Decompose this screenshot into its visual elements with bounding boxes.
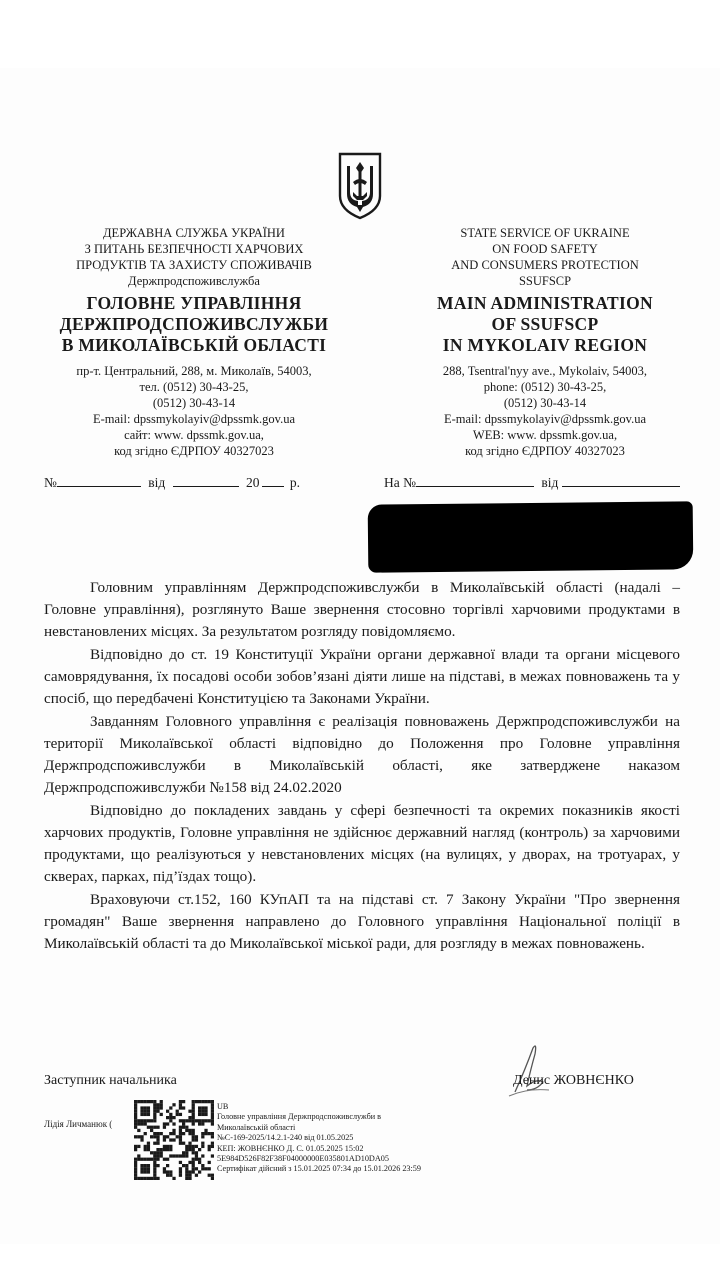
stamp-line-6: 5E984D526F82F38F04000000E035801AD10DA05: [217, 1154, 389, 1164]
outgoing-registration: [44, 474, 300, 491]
org-site: сайт: www. dpssmk.gov.ua,: [124, 428, 264, 442]
org-line-2-en: ON FOOD SAFETY: [492, 242, 598, 256]
org-title-1: ГОЛОВНЕ УПРАВЛІННЯ: [86, 293, 302, 313]
org-phone-2-en: (0512) 30-43-14: [503, 396, 587, 410]
paragraph-5: Враховуючи ст.152, 160 КУпАП та на підставі ст. 7 Закону України "Про звернення громадян" Ваше звернення направлено до Головного управління Національної поліції в Миколаївській області та до Миколаївської міської ради, для розгляду в межах повноважень.: [44, 891, 680, 952]
org-line-3-en: AND CONSUMERS PROTECTION: [451, 258, 639, 272]
year-suffix: р.: [289, 475, 301, 490]
org-phone-2: (0512) 30-43-14: [152, 396, 236, 410]
org-title-3-en: IN MYKOLAIV REGION: [442, 335, 648, 355]
org-line-2: З ПИТАНЬ БЕЗПЕЧНОСТІ ХАРЧОВИХ: [84, 242, 304, 256]
number-blank: [57, 474, 141, 487]
header-english: [395, 225, 695, 459]
number-label: №: [44, 475, 57, 490]
org-title-1-en: MAIN ADMINISTRATION: [437, 293, 653, 313]
ref-date-label: від: [541, 475, 559, 490]
org-line-1: ДЕРЖАВНА СЛУЖБА УКРАЇНИ: [103, 226, 285, 240]
incoming-registration: [384, 474, 680, 491]
org-address-en: 288, Tsentral'nyy ave., Mykolaiv, 54003,: [442, 364, 648, 378]
executor-name: Лідія Личманюк (: [44, 1119, 113, 1129]
org-email: E-mail: dpssmykolayiv@dpssmk.gov.ua: [92, 412, 295, 426]
org-web-en: WEB: www. dpssmk.gov.ua,: [472, 428, 618, 442]
org-line-3: ПРОДУКТІВ ТА ЗАХИСТУ СПОЖИВАЧІВ: [76, 258, 312, 272]
top-margin: [0, 0, 720, 68]
header-ukrainian: [44, 225, 344, 459]
stamp-line-1: UB: [217, 1102, 229, 1111]
ref-date-blank: [562, 474, 680, 487]
stamp-line-4: №С-169-2025/14.2.1-240 від 01.05.2025: [217, 1133, 354, 1143]
org-edrpou-en: код згідно ЄДРПОУ 40327023: [465, 444, 625, 458]
org-short-name: Держпродспоживслужба: [128, 274, 260, 288]
org-phone-1-en: phone: (0512) 30-43-25,: [483, 380, 607, 394]
signer-name: Денис ЖОВНЄНКО: [513, 1073, 634, 1088]
bottom-margin: [0, 1244, 720, 1280]
qr-code-icon: [134, 1100, 214, 1180]
org-title-2-en: OF SSUFSCP: [491, 314, 599, 334]
signer-position: Заступник начальника: [44, 1073, 177, 1088]
e-signature-stamp: [217, 1102, 421, 1175]
date-blank: [173, 474, 239, 487]
year-blank: [262, 474, 284, 487]
stamp-line-5: КЕП: ЖОВНЄНКО Д. С. 01.05.2025 15:02: [217, 1143, 364, 1153]
paragraph-4: Відповідно до покладених завдань у сфері безпечності та окремих показників якості харчових продуктів, Головне управління не здійснює державний нагляд (контроль) за харчовими продуктами, що реалізуються у невстановлених місцях (на вулицях, у дворах, на тротуарах, у скверах, парках, під’їздах тощо).: [44, 802, 680, 885]
org-email-en: E-mail: dpssmykolayiv@dpssmk.gov.ua: [443, 412, 646, 426]
ref-number-label: На №: [384, 475, 416, 490]
org-short-name-en: SSUFSCP: [518, 274, 572, 288]
stamp-line-3: Миколаївській області: [217, 1122, 296, 1132]
letter-body: [44, 577, 680, 955]
org-phone-1: тел. (0512) 30-43-25,: [139, 380, 249, 394]
year-label: 20: [246, 475, 260, 490]
org-edrpou: код згідно ЄДРПОУ 40327023: [114, 444, 274, 458]
org-title-3: В МИКОЛАЇВСЬКІЙ ОБЛАСТІ: [61, 335, 327, 355]
stamp-line-7: Сертифікат дійсний з 15.01.2025 07:34 до 15.01.2026 23:59: [217, 1164, 421, 1174]
coat-of-arms-icon: [337, 152, 383, 220]
stamp-line-2: Головне управління Держпродспоживслужби в: [217, 1112, 382, 1122]
paragraph-2: Відповідно до ст. 19 Конституції України органи державної влади та органи місцевого самоврядування, їх посадові особи зобов’язані діяти лише на підставі, в межах повноважень та у спосіб, що передбачені Конституцією та Законами України.: [44, 646, 680, 707]
paragraph-3: Завданням Головного управління є реалізація повноважень Держпродспоживслужби на території Миколаївської області відповідно до Положення про Головне управління Держпродспоживслужби в Миколаївській області, яке затверджене наказом Держпродспоживслужби №158 від 24.02.2020: [44, 713, 680, 796]
ref-number-blank: [416, 474, 534, 487]
date-label: від: [148, 475, 166, 490]
paragraph-1: Головним управлінням Держпродспоживслужби в Миколаївській області (надалі – Головне управління), розглянуто Ваше звернення стосовно торгівлі харчовими продуктами в невстановлених місцях. За результатом розгляду повідомляємо.: [44, 579, 680, 640]
org-line-1-en: STATE SERVICE OF UKRAINE: [460, 226, 630, 240]
redacted-addressee: [368, 501, 694, 572]
org-title-2: ДЕРЖПРОДСПОЖИВСЛУЖБИ: [59, 314, 329, 334]
handwritten-signature-icon: [497, 1040, 567, 1100]
org-address: пр-т. Центральний, 288, м. Миколаїв, 54003,: [76, 364, 312, 378]
